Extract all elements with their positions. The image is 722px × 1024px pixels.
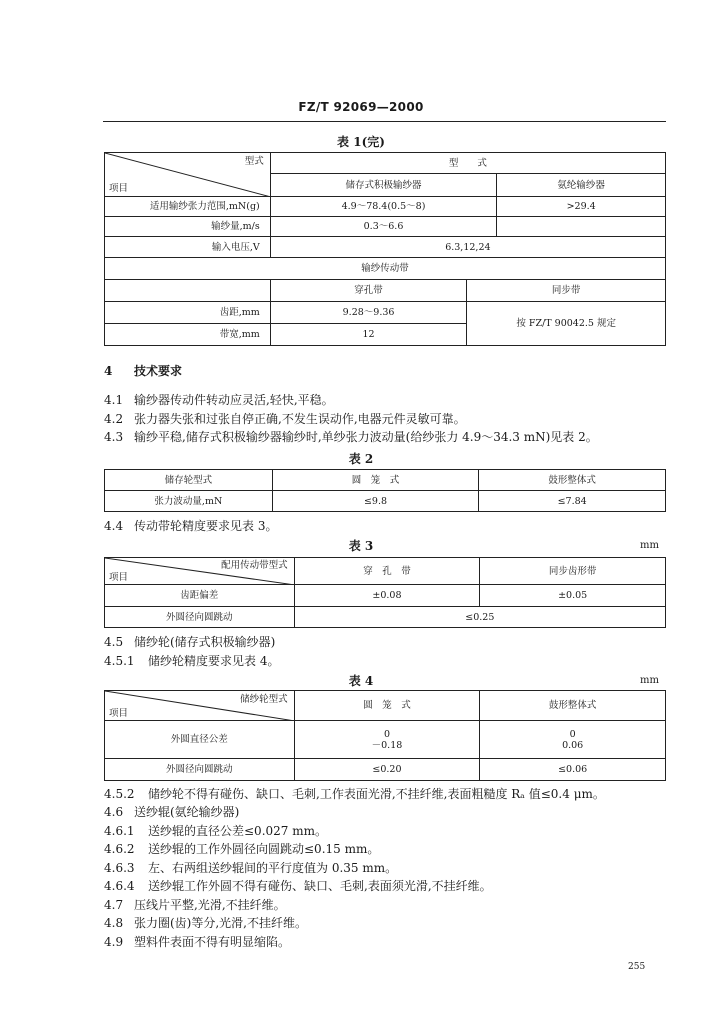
- table1-cell: 9.28～9.36: [270, 302, 467, 324]
- table3-row-label: 齿距偏差: [105, 585, 295, 607]
- table4-diag-bottom: 项目: [109, 708, 129, 719]
- clause-text: 送纱辊工作外圆不得有碰伤、缺口、毛刺,表面须光滑,不挂纤维。: [148, 879, 492, 893]
- table3-cell: ±0.08: [294, 585, 480, 607]
- clause-4-4: [104, 517, 277, 535]
- clause-number: 4.4: [104, 519, 124, 533]
- clause-text: 张力圈(齿)等分,光滑,不挂纤维。: [134, 916, 307, 930]
- clause-number: 4.6.2: [104, 842, 135, 856]
- table4-diagonal-header: [105, 691, 295, 721]
- tolerance-upper: 0: [383, 728, 390, 740]
- table1-diag-top: 型式: [244, 156, 264, 167]
- clause-number: 4.6.4: [104, 879, 135, 893]
- clause-4-3: [104, 428, 598, 446]
- clause-text: 传动带轮精度要求见表 3。: [134, 519, 278, 533]
- clause-4-6-3: [104, 859, 397, 877]
- clause-number: 4.9: [104, 935, 124, 949]
- table1-diag-bottom: 项目: [109, 183, 129, 194]
- table2-row-label: 张力波动量,mN: [105, 491, 273, 512]
- table4-cell: [480, 721, 666, 759]
- table1-cell: [497, 217, 666, 237]
- clause-text: 储纱轮(储存式积极输纱器): [134, 635, 276, 649]
- table4-diag-top: 储纱轮型式: [240, 694, 288, 705]
- table3-diagonal-header: [105, 558, 295, 585]
- table1-cell: 6.3,12,24: [270, 237, 665, 258]
- clause-text: 左、右两组送纱辊间的平行度值为 0.35 mm。: [148, 861, 398, 875]
- table3-header: 同步齿形带: [480, 558, 666, 585]
- table3-cell: ≤0.25: [294, 607, 665, 628]
- table1-diagonal-header: [105, 153, 271, 197]
- clause-4-7: [104, 896, 286, 914]
- table1-belt-col2: 同步带: [467, 280, 666, 302]
- clause-number: 4.6.1: [104, 824, 135, 838]
- clause-4-6-4: [104, 877, 492, 895]
- clause-number: 4.6.3: [104, 861, 135, 875]
- clause-number: 4.6: [104, 805, 124, 819]
- table4-row-label: 外圆直径公差: [105, 721, 295, 759]
- table1-cell: >29.4: [497, 197, 666, 217]
- clause-4-6: [104, 803, 239, 821]
- table1-row-label: 输纱量,m/s: [105, 217, 271, 237]
- section-number: 4: [104, 364, 113, 378]
- tolerance-upper: 0: [569, 728, 576, 740]
- clause-4-6-2: [104, 840, 379, 858]
- table2-header: 储存轮型式: [105, 470, 273, 491]
- clause-text: 送纱辊(氨纶输纱器): [134, 805, 240, 819]
- table4-cell: ≤0.06: [480, 759, 666, 781]
- table1-belt-header: 输纱传动带: [105, 258, 666, 280]
- table1-col1: 储存式积极输纱器: [270, 174, 497, 197]
- table1-row-label: 齿距,mm: [105, 302, 271, 324]
- table4: [104, 690, 666, 781]
- section-title: 技术要求: [134, 364, 183, 378]
- table1-row-label: 适用输纱张力范围,mN(g): [105, 197, 271, 217]
- clause-text: 输纱器传动件转动应灵活,轻快,平稳。: [134, 393, 334, 407]
- clause-number: 4.5.1: [104, 654, 135, 668]
- clause-number: 4.8: [104, 916, 124, 930]
- table3-caption: 表 3: [348, 539, 374, 553]
- clause-number: 4.5.2: [104, 787, 135, 801]
- page-number: 255: [628, 962, 646, 972]
- table1-row-label: 带宽,mm: [105, 324, 271, 346]
- clause-number: 4.1: [104, 393, 124, 407]
- clause-text: 送纱辊的工作外圆径向圆跳动≤0.15 mm。: [148, 842, 380, 856]
- header-rule: [103, 121, 666, 122]
- clause-4-6-1: [104, 822, 327, 840]
- table1-blank: [105, 280, 271, 302]
- table2-header: 圆 笼 式: [272, 470, 479, 491]
- table3-diag-bottom: 项目: [109, 572, 129, 583]
- table2-cell: ≤7.84: [479, 491, 666, 512]
- clause-4-5-1: [104, 652, 279, 670]
- table1-belt-col1: 穿孔带: [270, 280, 467, 302]
- clause-text: 储纱轮精度要求见表 4。: [148, 654, 280, 668]
- table4-unit: mm: [640, 675, 659, 686]
- clause-number: 4.3: [104, 430, 124, 444]
- table1-cell: 4.9～78.4(0.5～8): [270, 197, 497, 217]
- table1-cell: 0.3～6.6: [270, 217, 497, 237]
- table3-header: 穿 孔 带: [294, 558, 480, 585]
- table2-cell: ≤9.8: [272, 491, 479, 512]
- table3: [104, 557, 666, 628]
- tolerance-lower: －0.18: [371, 739, 403, 751]
- clause-text: 送纱辊的直径公差≤0.027 mm。: [148, 824, 327, 838]
- clause-4-1: [104, 391, 334, 409]
- table1: [104, 152, 666, 346]
- table2: [104, 469, 666, 512]
- clause-number: 4.7: [104, 898, 124, 912]
- clause-text: 压线片平整,光滑,不挂纤维。: [134, 898, 286, 912]
- table1-cell: 12: [270, 324, 467, 346]
- table2-header: 鼓形整体式: [479, 470, 666, 491]
- clause-text: 张力器失张和过张自停正确,不发生误动作,电器元件灵敏可靠。: [134, 412, 466, 426]
- table1-row-label: 输入电压,V: [105, 237, 271, 258]
- table4-header: 鼓形整体式: [480, 691, 666, 721]
- clause-4-9: [104, 933, 290, 951]
- table1-group-header: 型 式: [270, 153, 665, 174]
- clause-4-5: [104, 633, 275, 651]
- clause-text: 塑料件表面不得有明显缩陷。: [134, 935, 291, 949]
- table4-row-label: 外圆径向圆跳动: [105, 759, 295, 781]
- clause-number: 4.2: [104, 412, 124, 426]
- tolerance-lower: 0.06: [562, 739, 584, 751]
- clause-4-5-2: [104, 785, 605, 803]
- table4-cell: [294, 721, 480, 759]
- table3-row-label: 外圆径向圆跳动: [105, 607, 295, 628]
- table1-belt-spec: 按 FZ/T 90042.5 规定: [467, 302, 666, 346]
- table3-cell: ±0.05: [480, 585, 666, 607]
- table4-header: 圆 笼 式: [294, 691, 480, 721]
- clause-number: 4.5: [104, 635, 124, 649]
- section-4-heading: [104, 362, 182, 380]
- clause-text: 输纱平稳,储存式积极输纱器输纱时,单纱张力波动量(给纱张力 4.9～34.3 mN)见表 2。: [134, 430, 598, 444]
- clause-4-2: [104, 410, 466, 428]
- table4-caption: 表 4: [348, 674, 374, 688]
- table3-unit: mm: [640, 540, 659, 551]
- table3-diag-top: 配用传动带型式: [221, 560, 288, 571]
- table4-cell: ≤0.20: [294, 759, 480, 781]
- clause-4-8: [104, 914, 307, 932]
- clause-text: 储纱轮不得有碰伤、缺口、毛刺,工作表面光滑,不挂纤维,表面粗糙度 Rₐ 值≤0.4 μm。: [148, 787, 605, 801]
- standard-code: FZ/T 92069—2000: [298, 100, 424, 114]
- table1-caption: 表 1(完): [337, 135, 385, 149]
- table1-col2: 氨纶输纱器: [497, 174, 666, 197]
- table2-caption: 表 2: [348, 452, 374, 466]
